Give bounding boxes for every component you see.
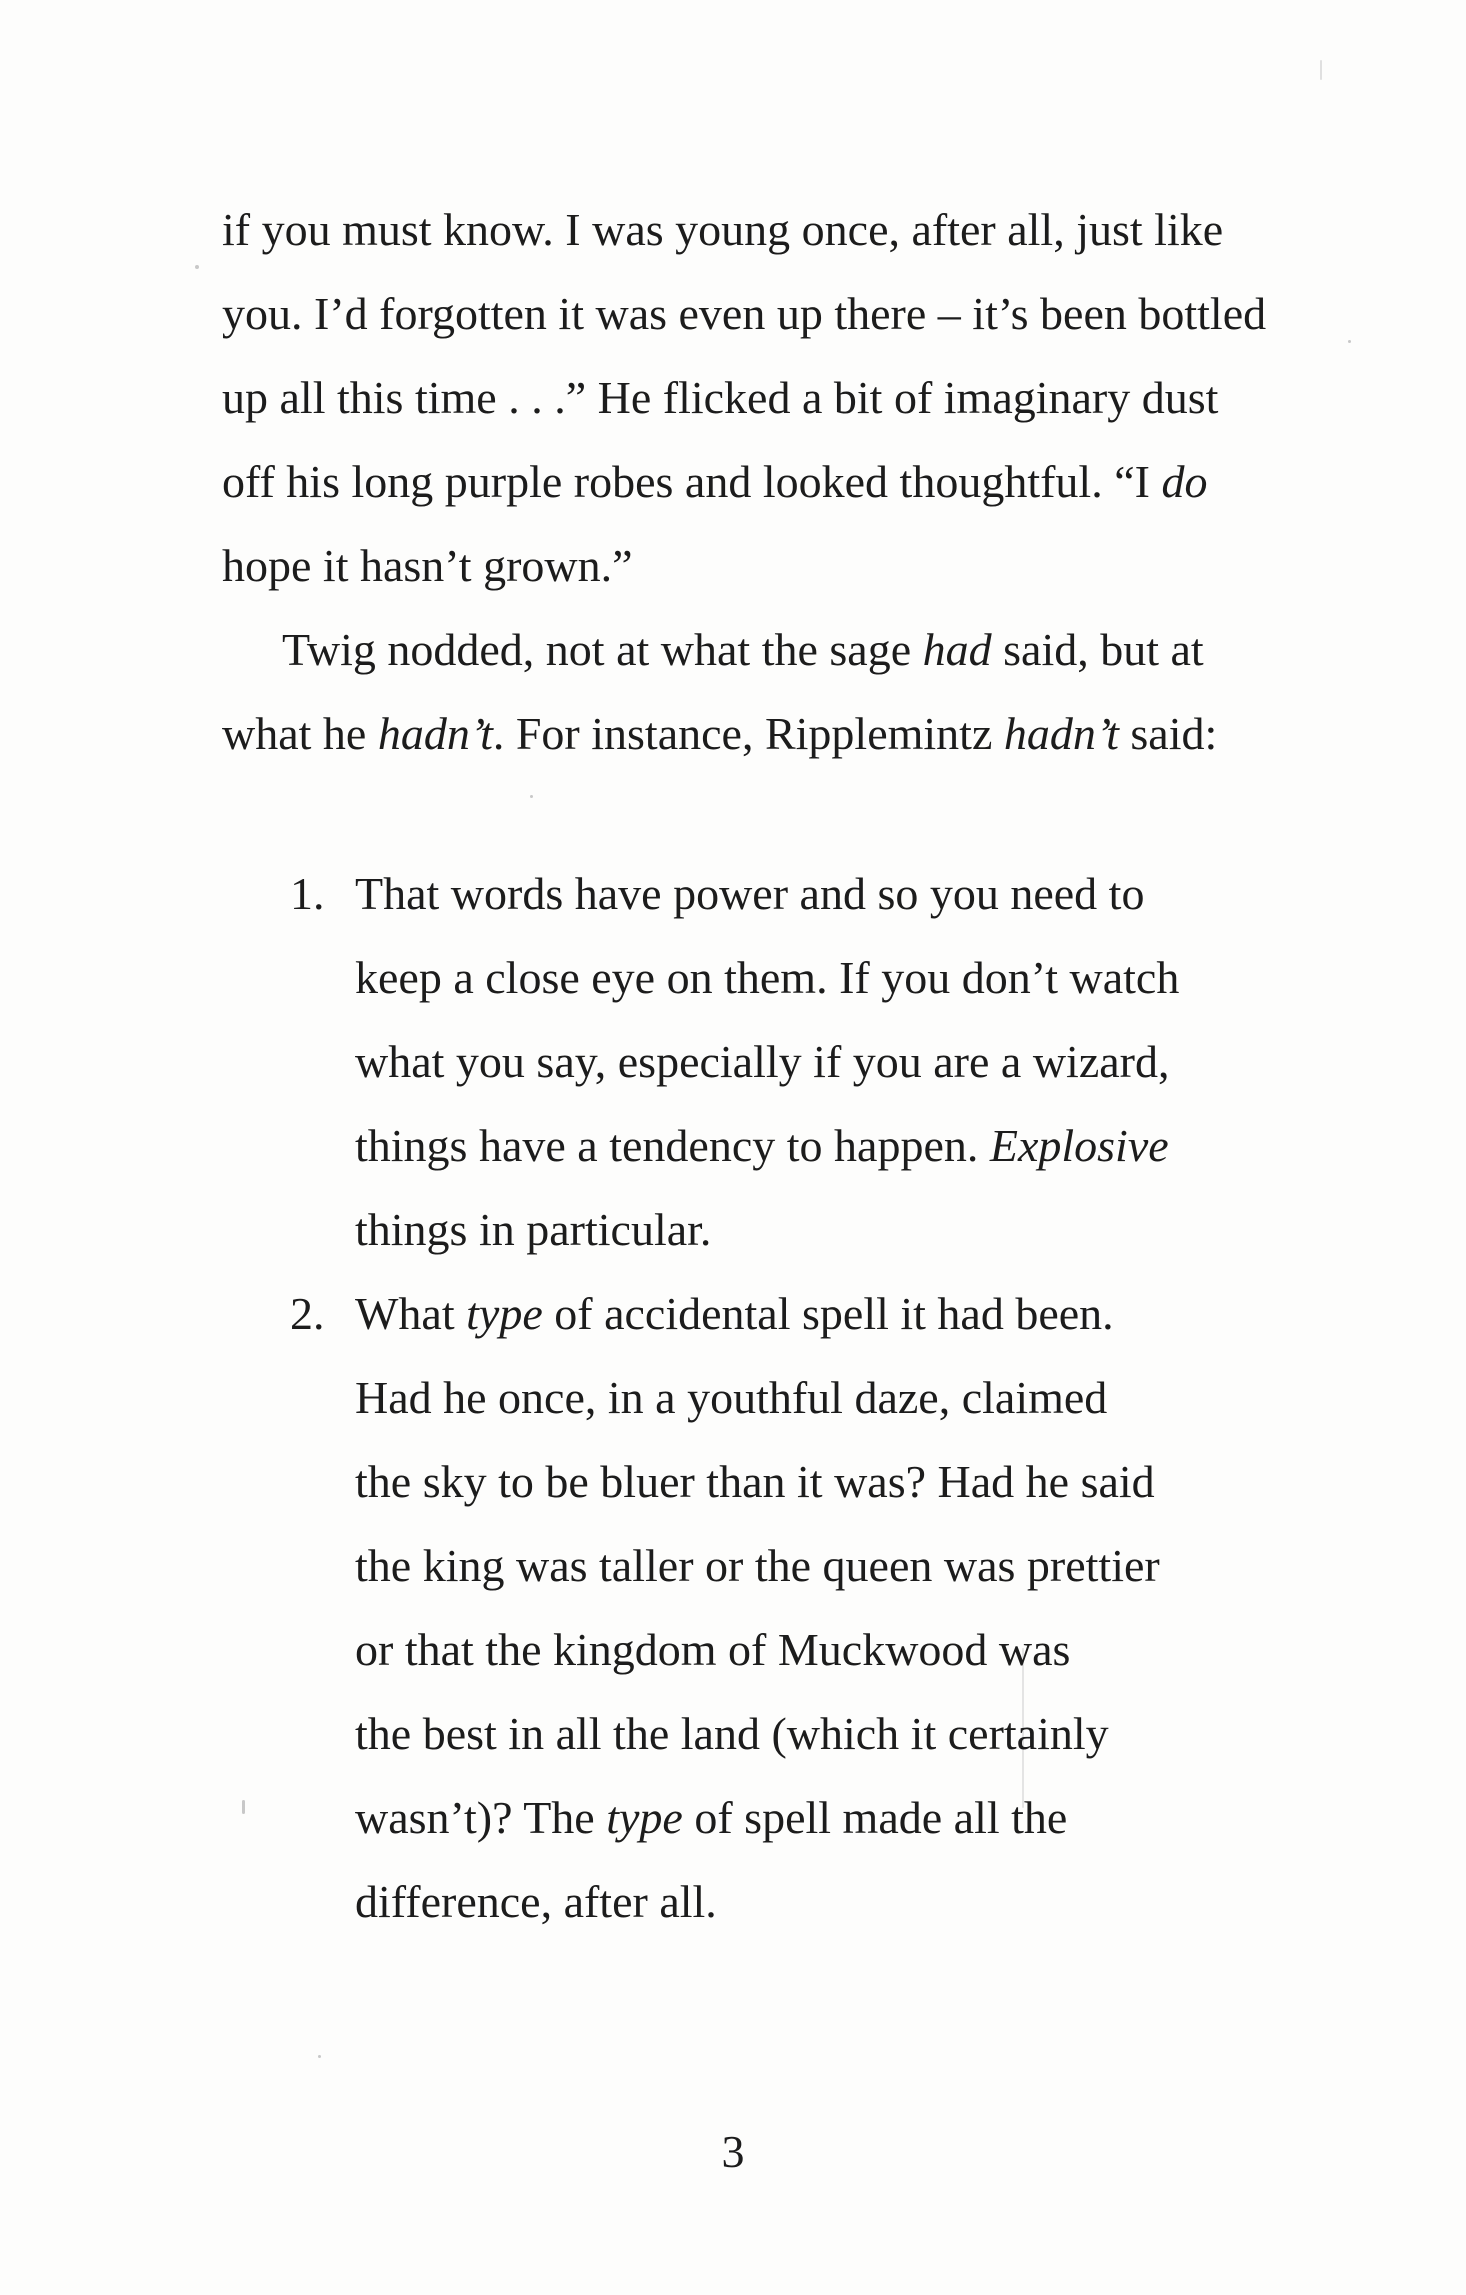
text-line <box>355 1272 1302 1356</box>
text-line: hope it hasn’t grown.” <box>222 540 633 591</box>
text-line: the king was taller or the queen was prettier <box>355 1540 1160 1591</box>
text-line: the sky to be bluer than it was? Had he said <box>355 1456 1155 1507</box>
list-marker: 1. <box>290 868 325 919</box>
text-line: difference, after all. <box>355 1876 717 1927</box>
paper-speck <box>1348 340 1351 343</box>
text-line: if you must know. I was young once, after all, just like <box>222 204 1224 255</box>
emphasis: type <box>606 1792 683 1843</box>
text-line: the best in all the land (which it certainly <box>355 1708 1109 1759</box>
text-line: keep a close eye on them. If you don’t watch <box>355 952 1180 1003</box>
text-run: of spell made all the <box>682 1792 1068 1843</box>
paper-speck <box>1320 60 1322 80</box>
emphasis: do <box>1161 456 1208 507</box>
text-line: That words have power and so you need to <box>355 868 1145 919</box>
text-line: you. I’d forgotten it was even up there – it’s been bottled <box>222 288 1267 339</box>
paper-speck <box>318 2055 321 2058</box>
page-number: 3 <box>721 2126 745 2177</box>
text-run: wasn’t)? The <box>355 1792 607 1843</box>
text-line: things in particular. <box>355 1204 712 1255</box>
text-run: What <box>355 1288 467 1339</box>
text-run: off his long purple robes and looked thoughtful. “I <box>222 456 1162 507</box>
emphasis: type <box>466 1288 543 1339</box>
emphasis: had <box>922 624 992 675</box>
text-run: of accidental spell it had been. <box>542 1288 1114 1339</box>
emphasis: Explosive <box>989 1120 1169 1171</box>
text-line: what you say, especially if you are a wizard, <box>355 1036 1170 1087</box>
text-line: or that the kingdom of Muckwood was <box>355 1624 1071 1675</box>
text-run: said: <box>1118 708 1218 759</box>
paper-speck <box>195 265 199 269</box>
list-marker: 2. <box>290 1288 325 1339</box>
text-run: things have a tendency to happen. <box>355 1120 990 1171</box>
paragraph-first-line <box>222 608 1302 692</box>
text-run: said, but at <box>991 624 1204 675</box>
text-line <box>222 692 1302 776</box>
text-line <box>222 440 1302 524</box>
paper-speck <box>530 795 533 798</box>
text-run: . For instance, Ripplemintz <box>492 708 1004 759</box>
text-line <box>355 1104 1302 1188</box>
list-item-2 <box>222 1272 1302 1944</box>
emphasis: hadn’t <box>1003 708 1119 759</box>
text-line <box>355 1776 1302 1860</box>
numbered-list <box>222 852 1302 1944</box>
text-line: up all this time . . .” He flicked a bit of imaginary dust <box>222 372 1219 423</box>
text-line: Had he once, in a youthful daze, claimed <box>355 1372 1108 1423</box>
emphasis: hadn’t <box>377 708 493 759</box>
text-run: Twig nodded, not at what the sage <box>282 624 923 675</box>
body-text <box>222 188 1302 776</box>
text-run: what he <box>222 708 378 759</box>
list-item-1 <box>222 852 1302 1272</box>
